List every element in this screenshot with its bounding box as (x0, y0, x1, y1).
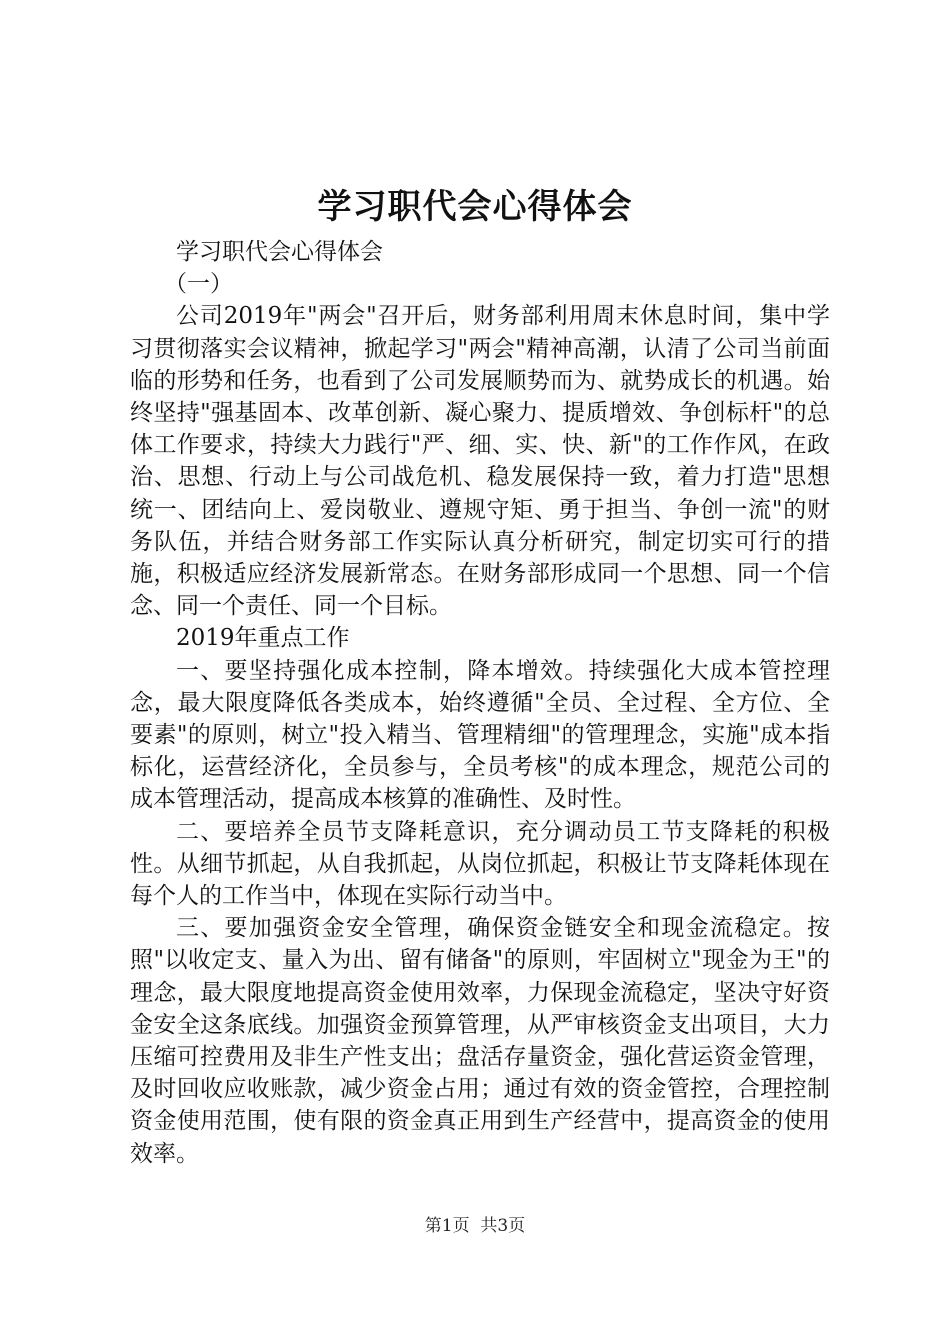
point-one-paragraph: 一、要坚持强化成本控制，降本增效。持续强化大成本管控理念，最大限度降低各类成本，始终遵循"全员、全过程、全方位、全要素"的原则，树立"投入精当、管理精细"的管理理念，实施"成本指标化，运营经济化，全员参与，全员考核"的成本理念，规范公司的成本管理活动，提高成本核算的准确性、及时性。 (130, 657, 830, 813)
page-number: 第1页 (424, 1216, 470, 1236)
page-footer (0, 1214, 950, 1238)
subtitle-paragraph: 学习职代会心得体会 (176, 239, 383, 265)
intro-paragraph: 公司2019年"两会"召开后，财务部利用周末休息时间，集中学习贯彻落实会议精神，掀起学习"两会"精神高潮，认清了公司当前面临的形势和任务，也看到了公司发展顺势而为、就势成长的机遇。始终坚持"强基固本、改革创新、凝心聚力、提质增效、争创标杆"的总体工作要求，持续大力践行"严、细、实、快、新"的工作作风，在政治、思想、行动上与公司战危机、稳发展保持一致，着力打造"思想统一、团结向上、爱岗敬业、遵规守矩、勇于担当、争创一流"的财务队伍，并结合财务部工作实际认真分析研究，制定切实可行的措施，积极适应经济发展新常态。在财务部形成同一个思想、同一个信念、同一个责任、同一个目标。 (130, 303, 830, 620)
section-number: （一） (164, 271, 233, 298)
point-three-paragraph: 三、要加强资金安全管理，确保资金链安全和现金流稳定。按照"以收定支、量入为出、留有储备"的原则，牢固树立"现金为王"的理念，最大限度地提高资金使用效率，力保现金流稳定，坚决守好资金安全这条底线。加强资金预算管理，从严审核资金支出项目，大力压缩可控费用及非生产性支出；盘活存量资金，强化营运资金管理，及时回收应收账款，减少资金占用；通过有效的资金管控，合理控制资金使用范围，使有限的资金真正用到生产经营中，提高资金的使用效率。 (130, 915, 830, 1167)
section-heading: 2019年重点工作 (176, 625, 350, 652)
footer-gap (470, 1216, 481, 1236)
point-two-paragraph: 二、要培养全员节支降耗意识，充分调动员工节支降耗的积极性。从细节抓起，从自我抓起，从岗位抓起，积极让节支降耗体现在每个人的工作当中，体现在实际行动当中。 (130, 818, 830, 910)
page-total: 共3页 (480, 1216, 526, 1236)
document-title: 学习职代会心得体会 (317, 187, 633, 227)
document-body (130, 236, 830, 1170)
